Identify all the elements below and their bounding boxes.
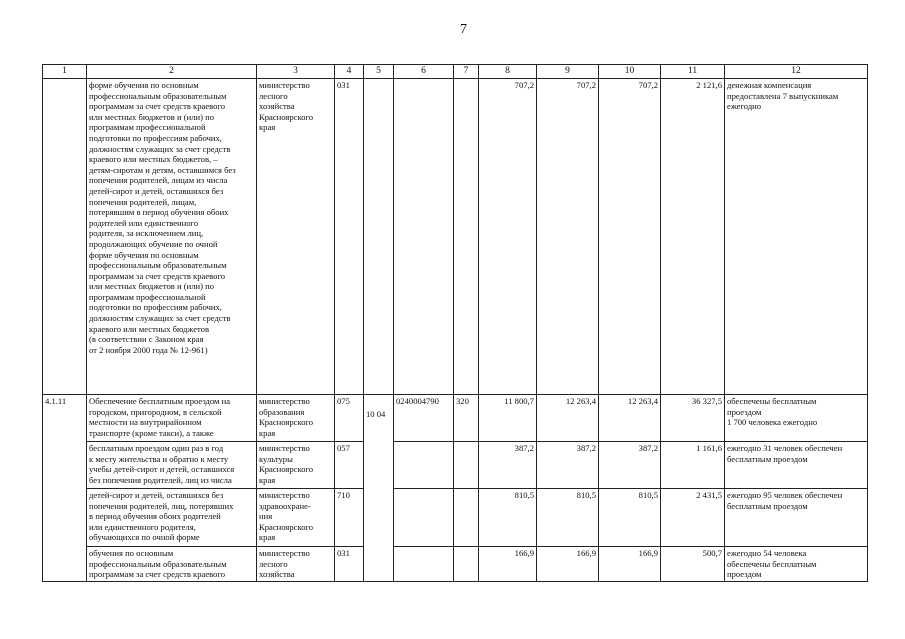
- column-header-row: [43, 65, 868, 79]
- column-header: 6: [394, 65, 454, 79]
- ministry-cell: министерство лесного хозяйства Красноярского края: [257, 79, 335, 395]
- value-cell-8: 166,9: [479, 547, 537, 582]
- item-name-cell: обучения по основным профессиональным образовательным программам за счет средств краевого: [87, 547, 257, 582]
- value-cell-9: 166,9: [537, 547, 599, 582]
- ministry-cell: министерство культуры Красноярского края: [257, 442, 335, 489]
- ministry-cell: министерство здравоохране- ния Красноярского края: [257, 489, 335, 547]
- column-header: 1: [43, 65, 87, 79]
- value-cell-11: 1 161,6: [661, 442, 725, 489]
- column-header: 8: [479, 65, 537, 79]
- column-header: 7: [454, 65, 479, 79]
- ministry-cell: министерство лесного хозяйства: [257, 547, 335, 582]
- code-cell: 031: [335, 79, 364, 395]
- value-cell-8: 11 800,7: [479, 395, 537, 442]
- value-cell-9: 387,2: [537, 442, 599, 489]
- value-cell-8: 810,5: [479, 489, 537, 547]
- value-cell-9: 810,5: [537, 489, 599, 547]
- section-cell: [364, 79, 394, 395]
- item-name-cell: бесплатным проездом один раз в год к месту жительства и обратно к месту учебы детей-сирот и детей, оставшихся без попечения родителей, лиц из числа: [87, 442, 257, 489]
- code-cell: 075: [335, 395, 364, 442]
- result-cell: обеспечены бесплатным проездом 1 700 человека ежегодно: [725, 395, 868, 442]
- item-name-cell: Обеспечение бесплатным проездом на городском, пригородном, в сельской местности на внутрирайонном транспорте (кроме такси), а также: [87, 395, 257, 442]
- value-cell-10: 12 263,4: [599, 395, 661, 442]
- table-row: [43, 547, 868, 582]
- code-cell: 031: [335, 547, 364, 582]
- item-name-cell: форме обучения по основным профессиональным образовательным программам за счет средств краевого или местных бюджетов и (или) по программам профессиональной подготовки по профессиям рабочих, должностям служащих за счет средств краевого или местных бюджетов, – детям-сиротам и детям, оставшимся без попечения родителей, лицам из числа детей-сирот и детей, оставшихся без попечения родителей, лицам, потерявшим в период обучения обоих родителей или единственного родителя, за исключением лиц, продолжающих обучение по очной форме обучения по основным профессиональным образовательным программам за счет средств краевого или местных бюджетов и (или) по программам профессиональной подготовки по профессиям рабочих, должностям служащих за счет средств краевого или местных бюджетов (в соответствии с Законом края от 2 ноября 2000 года № 12-961): [87, 79, 257, 395]
- item-number-cell: [43, 79, 87, 395]
- column-header: 10: [599, 65, 661, 79]
- type-cell: 320: [454, 395, 479, 442]
- value-cell-11: 2 431,5: [661, 489, 725, 547]
- code-cell: 710: [335, 489, 364, 547]
- value-cell-8: 707,2: [479, 79, 537, 395]
- type-cell: [454, 547, 479, 582]
- table-row: [43, 442, 868, 489]
- value-cell-10: 810,5: [599, 489, 661, 547]
- value-cell-11: 2 121,6: [661, 79, 725, 395]
- page-number: 7: [460, 22, 467, 37]
- type-cell: [454, 79, 479, 395]
- column-header: 9: [537, 65, 599, 79]
- value-cell-11: 500,7: [661, 547, 725, 582]
- section-cell: 10 04: [364, 395, 394, 582]
- value-cell-10: 166,9: [599, 547, 661, 582]
- column-header: 12: [725, 65, 868, 79]
- item-number-cell: 4.1.11: [43, 395, 87, 582]
- target-cell: [394, 442, 454, 489]
- result-cell: ежегодно 95 человек обеспечен бесплатным проездом: [725, 489, 868, 547]
- result-cell: ежегодно 54 человека обеспечены бесплатным проездом: [725, 547, 868, 582]
- table-row: [43, 489, 868, 547]
- target-cell: [394, 547, 454, 582]
- value-cell-11: 36 327,5: [661, 395, 725, 442]
- column-header: 5: [364, 65, 394, 79]
- value-cell-8: 387,2: [479, 442, 537, 489]
- result-cell: денежная компенсация предоставлена 7 выпускникам ежегодно: [725, 79, 868, 395]
- type-cell: [454, 442, 479, 489]
- target-cell: 0240004790: [394, 395, 454, 442]
- value-cell-9: 707,2: [537, 79, 599, 395]
- ministry-cell: министерство образования Красноярского края: [257, 395, 335, 442]
- column-header: 3: [257, 65, 335, 79]
- column-header: 2: [87, 65, 257, 79]
- table-row: [43, 395, 868, 442]
- result-cell: ежегодно 31 человек обеспечен бесплатным проездом: [725, 442, 868, 489]
- table-row: [43, 79, 868, 395]
- column-header: 11: [661, 65, 725, 79]
- value-cell-10: 387,2: [599, 442, 661, 489]
- value-cell-9: 12 263,4: [537, 395, 599, 442]
- target-cell: [394, 79, 454, 395]
- type-cell: [454, 489, 479, 547]
- item-name-cell: детей-сирот и детей, оставшихся без попечения родителей, лиц, потерявших в период обучения обоих родителей или единственного родителя, обучающихся по очной форме: [87, 489, 257, 547]
- value-cell-10: 707,2: [599, 79, 661, 395]
- program-table: [42, 64, 868, 582]
- target-cell: [394, 489, 454, 547]
- code-cell: 057: [335, 442, 364, 489]
- column-header: 4: [335, 65, 364, 79]
